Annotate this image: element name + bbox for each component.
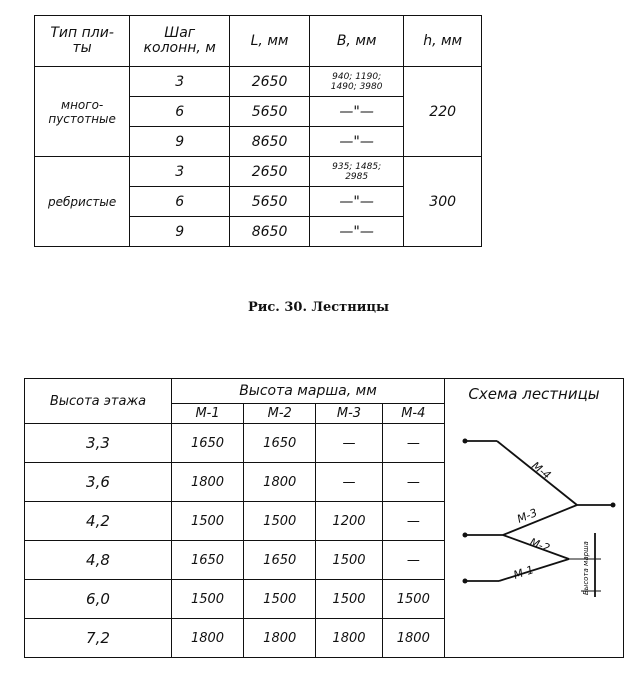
m2-cell: 1500 [244, 502, 316, 541]
step-cell: 3 [130, 67, 230, 97]
end-marker [463, 579, 468, 584]
L-cell: 2650 [230, 67, 310, 97]
step-cell: 6 [130, 97, 230, 127]
m3-cell: 1500 [316, 541, 382, 580]
slab-table [34, 15, 482, 247]
stairs-table [24, 378, 624, 658]
B-cell: 940; 1190; 1490; 3980 [309, 67, 403, 97]
floor-height-cell: 7,2 [25, 619, 172, 658]
header-m1: М-1 [171, 404, 243, 424]
march-m1-line [499, 559, 569, 581]
h-cell: 220 [404, 67, 482, 157]
B-cell: —"— [309, 127, 403, 157]
stair-scheme-cell [445, 379, 624, 658]
label-m3: М-3 [515, 506, 540, 526]
header-m4: М-4 [382, 404, 444, 424]
L-cell: 5650 [230, 187, 310, 217]
h-cell: 300 [404, 157, 482, 247]
m3-cell: 1500 [316, 580, 382, 619]
header-B: B, мм [309, 16, 403, 67]
m4-cell: 1800 [382, 619, 444, 658]
stair-scheme-diagram [445, 403, 621, 643]
B-cell: —"— [309, 97, 403, 127]
header-type: Тип пли- ты [35, 16, 130, 67]
march-m3-line [503, 505, 577, 535]
m3-cell: — [316, 463, 382, 502]
header-m2: М-2 [244, 404, 316, 424]
m2-cell: 1650 [244, 541, 316, 580]
floor-height-cell: 3,6 [25, 463, 172, 502]
floor-height-cell: 3,3 [25, 424, 172, 463]
m3-cell: 1800 [316, 619, 382, 658]
m1-cell: 1650 [171, 424, 243, 463]
m1-cell: 1800 [171, 619, 243, 658]
m4-cell: 1500 [382, 580, 444, 619]
slab-table-header [35, 16, 482, 67]
label-m2: М-2 [527, 535, 552, 555]
floor-height-cell: 4,8 [25, 541, 172, 580]
header-m3: М-3 [316, 404, 382, 424]
B-cell: —"— [309, 187, 403, 217]
m2-cell: 1650 [244, 424, 316, 463]
B-cell: —"— [309, 217, 403, 247]
step-cell: 9 [130, 217, 230, 247]
header-scheme: Схема лестницы [468, 385, 600, 403]
m1-cell: 1650 [171, 541, 243, 580]
L-cell: 8650 [230, 217, 310, 247]
end-marker [463, 439, 468, 444]
floor-height-cell: 4,2 [25, 502, 172, 541]
m4-cell: — [382, 541, 444, 580]
table-row [35, 67, 482, 97]
end-marker [463, 533, 468, 538]
header-march-height: Высота марша, мм [171, 379, 444, 404]
m2-cell: 1800 [244, 463, 316, 502]
m1-cell: 1800 [171, 463, 243, 502]
header-step: Шаг колонн, м [130, 16, 230, 67]
header-floor-height: Высота этажа [25, 379, 172, 424]
label-m1: М-1 [511, 563, 536, 582]
figure-caption: Рис. 30. Лестницы [247, 300, 390, 315]
m4-cell: — [382, 463, 444, 502]
m3-cell: — [316, 424, 382, 463]
header-L: L, мм [230, 16, 310, 67]
m4-cell: — [382, 424, 444, 463]
L-cell: 2650 [230, 157, 310, 187]
dimension-label: Высота марша [582, 541, 591, 595]
step-cell: 6 [130, 187, 230, 217]
step-cell: 9 [130, 127, 230, 157]
m4-cell: — [382, 502, 444, 541]
L-cell: 5650 [230, 97, 310, 127]
type-cell: ребристые [35, 157, 130, 247]
step-cell: 3 [130, 157, 230, 187]
table-row [35, 157, 482, 187]
header-h: h, мм [404, 16, 482, 67]
type-cell: много- пустотные [35, 67, 130, 157]
L-cell: 8650 [230, 127, 310, 157]
m2-cell: 1500 [244, 580, 316, 619]
m1-cell: 1500 [171, 502, 243, 541]
label-m4: М-4 [529, 459, 554, 482]
B-cell: 935; 1485; 2985 [309, 157, 403, 187]
m2-cell: 1800 [244, 619, 316, 658]
m1-cell: 1500 [171, 580, 243, 619]
m3-cell: 1200 [316, 502, 382, 541]
stairs-table-header [25, 379, 624, 404]
end-marker [611, 503, 616, 508]
floor-height-cell: 6,0 [25, 580, 172, 619]
